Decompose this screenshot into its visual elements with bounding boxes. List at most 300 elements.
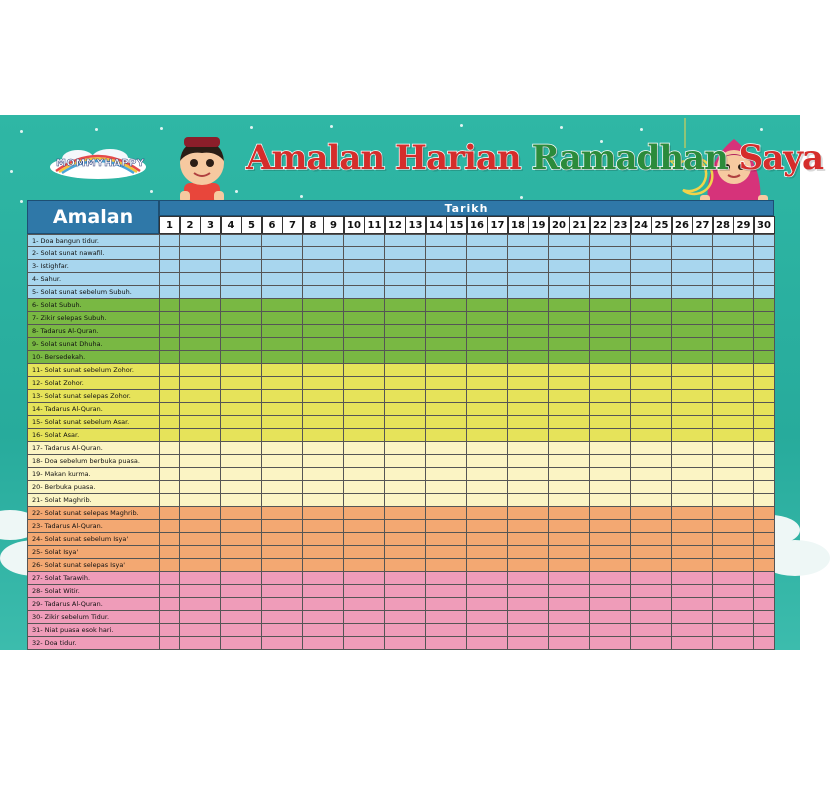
checkbox-cell[interactable] — [610, 247, 631, 260]
checkbox-cell[interactable] — [262, 637, 283, 650]
checkbox-cell[interactable] — [200, 468, 221, 481]
checkbox-cell[interactable] — [549, 481, 570, 494]
checkbox-cell[interactable] — [508, 286, 529, 299]
checkbox-cell[interactable] — [262, 351, 283, 364]
checkbox-cell[interactable] — [692, 494, 713, 507]
checkbox-cell[interactable] — [651, 455, 672, 468]
checkbox-cell[interactable] — [508, 533, 529, 546]
checkbox-cell[interactable] — [323, 429, 344, 442]
checkbox-cell[interactable] — [754, 481, 775, 494]
checkbox-cell[interactable] — [385, 429, 406, 442]
checkbox-cell[interactable] — [713, 416, 734, 429]
checkbox-cell[interactable] — [713, 494, 734, 507]
checkbox-cell[interactable] — [569, 572, 590, 585]
checkbox-cell[interactable] — [713, 585, 734, 598]
checkbox-cell[interactable] — [303, 390, 324, 403]
checkbox-cell[interactable] — [385, 260, 406, 273]
checkbox-cell[interactable] — [159, 286, 180, 299]
checkbox-cell[interactable] — [200, 507, 221, 520]
checkbox-cell[interactable] — [446, 507, 467, 520]
checkbox-cell[interactable] — [344, 624, 365, 637]
checkbox-cell[interactable] — [590, 403, 611, 416]
checkbox-cell[interactable] — [323, 481, 344, 494]
checkbox-cell[interactable] — [713, 520, 734, 533]
checkbox-cell[interactable] — [446, 286, 467, 299]
checkbox-cell[interactable] — [528, 533, 549, 546]
checkbox-cell[interactable] — [672, 429, 693, 442]
checkbox-cell[interactable] — [303, 364, 324, 377]
checkbox-cell[interactable] — [651, 260, 672, 273]
checkbox-cell[interactable] — [487, 559, 508, 572]
checkbox-cell[interactable] — [754, 364, 775, 377]
checkbox-cell[interactable] — [467, 338, 488, 351]
checkbox-cell[interactable] — [467, 598, 488, 611]
checkbox-cell[interactable] — [323, 403, 344, 416]
checkbox-cell[interactable] — [610, 299, 631, 312]
checkbox-cell[interactable] — [241, 559, 262, 572]
checkbox-cell[interactable] — [159, 598, 180, 611]
checkbox-cell[interactable] — [446, 494, 467, 507]
checkbox-cell[interactable] — [631, 377, 652, 390]
checkbox-cell[interactable] — [241, 507, 262, 520]
checkbox-cell[interactable] — [754, 299, 775, 312]
checkbox-cell[interactable] — [200, 416, 221, 429]
checkbox-cell[interactable] — [405, 429, 426, 442]
checkbox-cell[interactable] — [344, 247, 365, 260]
checkbox-cell[interactable] — [569, 507, 590, 520]
checkbox-cell[interactable] — [754, 585, 775, 598]
checkbox-cell[interactable] — [446, 546, 467, 559]
checkbox-cell[interactable] — [733, 507, 754, 520]
checkbox-cell[interactable] — [446, 377, 467, 390]
checkbox-cell[interactable] — [692, 286, 713, 299]
checkbox-cell[interactable] — [159, 377, 180, 390]
checkbox-cell[interactable] — [713, 312, 734, 325]
checkbox-cell[interactable] — [200, 546, 221, 559]
checkbox-cell[interactable] — [508, 455, 529, 468]
checkbox-cell[interactable] — [590, 520, 611, 533]
checkbox-cell[interactable] — [467, 299, 488, 312]
checkbox-cell[interactable] — [200, 260, 221, 273]
checkbox-cell[interactable] — [221, 429, 242, 442]
checkbox-cell[interactable] — [221, 533, 242, 546]
checkbox-cell[interactable] — [651, 286, 672, 299]
checkbox-cell[interactable] — [754, 312, 775, 325]
checkbox-cell[interactable] — [200, 325, 221, 338]
checkbox-cell[interactable] — [528, 416, 549, 429]
checkbox-cell[interactable] — [159, 429, 180, 442]
checkbox-cell[interactable] — [385, 312, 406, 325]
checkbox-cell[interactable] — [344, 637, 365, 650]
checkbox-cell[interactable] — [590, 312, 611, 325]
checkbox-cell[interactable] — [672, 260, 693, 273]
checkbox-cell[interactable] — [426, 637, 447, 650]
checkbox-cell[interactable] — [487, 312, 508, 325]
checkbox-cell[interactable] — [221, 312, 242, 325]
checkbox-cell[interactable] — [549, 624, 570, 637]
checkbox-cell[interactable] — [282, 416, 303, 429]
checkbox-cell[interactable] — [159, 572, 180, 585]
checkbox-cell[interactable] — [180, 390, 201, 403]
checkbox-cell[interactable] — [426, 442, 447, 455]
checkbox-cell[interactable] — [200, 572, 221, 585]
checkbox-cell[interactable] — [180, 468, 201, 481]
checkbox-cell[interactable] — [262, 494, 283, 507]
checkbox-cell[interactable] — [262, 429, 283, 442]
checkbox-cell[interactable] — [508, 637, 529, 650]
checkbox-cell[interactable] — [303, 585, 324, 598]
checkbox-cell[interactable] — [672, 351, 693, 364]
checkbox-cell[interactable] — [221, 507, 242, 520]
checkbox-cell[interactable] — [713, 455, 734, 468]
checkbox-cell[interactable] — [672, 273, 693, 286]
checkbox-cell[interactable] — [385, 546, 406, 559]
checkbox-cell[interactable] — [549, 286, 570, 299]
checkbox-cell[interactable] — [262, 325, 283, 338]
checkbox-cell[interactable] — [344, 585, 365, 598]
checkbox-cell[interactable] — [262, 299, 283, 312]
checkbox-cell[interactable] — [241, 390, 262, 403]
checkbox-cell[interactable] — [569, 377, 590, 390]
checkbox-cell[interactable] — [610, 572, 631, 585]
checkbox-cell[interactable] — [672, 624, 693, 637]
checkbox-cell[interactable] — [528, 325, 549, 338]
checkbox-cell[interactable] — [323, 624, 344, 637]
checkbox-cell[interactable] — [241, 611, 262, 624]
checkbox-cell[interactable] — [385, 390, 406, 403]
checkbox-cell[interactable] — [569, 273, 590, 286]
checkbox-cell[interactable] — [446, 260, 467, 273]
checkbox-cell[interactable] — [241, 416, 262, 429]
checkbox-cell[interactable] — [282, 260, 303, 273]
checkbox-cell[interactable] — [262, 507, 283, 520]
checkbox-cell[interactable] — [323, 247, 344, 260]
checkbox-cell[interactable] — [467, 585, 488, 598]
checkbox-cell[interactable] — [733, 286, 754, 299]
checkbox-cell[interactable] — [241, 455, 262, 468]
checkbox-cell[interactable] — [200, 637, 221, 650]
checkbox-cell[interactable] — [610, 416, 631, 429]
checkbox-cell[interactable] — [426, 299, 447, 312]
checkbox-cell[interactable] — [713, 299, 734, 312]
checkbox-cell[interactable] — [446, 533, 467, 546]
checkbox-cell[interactable] — [426, 507, 447, 520]
checkbox-cell[interactable] — [159, 520, 180, 533]
checkbox-cell[interactable] — [733, 247, 754, 260]
checkbox-cell[interactable] — [241, 637, 262, 650]
checkbox-cell[interactable] — [569, 416, 590, 429]
checkbox-cell[interactable] — [364, 533, 385, 546]
checkbox-cell[interactable] — [672, 546, 693, 559]
checkbox-cell[interactable] — [446, 442, 467, 455]
checkbox-cell[interactable] — [487, 299, 508, 312]
checkbox-cell[interactable] — [405, 559, 426, 572]
checkbox-cell[interactable] — [221, 351, 242, 364]
checkbox-cell[interactable] — [303, 533, 324, 546]
checkbox-cell[interactable] — [159, 260, 180, 273]
checkbox-cell[interactable] — [180, 533, 201, 546]
checkbox-cell[interactable] — [549, 637, 570, 650]
checkbox-cell[interactable] — [754, 598, 775, 611]
checkbox-cell[interactable] — [754, 637, 775, 650]
checkbox-cell[interactable] — [180, 572, 201, 585]
checkbox-cell[interactable] — [549, 364, 570, 377]
checkbox-cell[interactable] — [610, 234, 631, 247]
checkbox-cell[interactable] — [590, 377, 611, 390]
checkbox-cell[interactable] — [487, 260, 508, 273]
checkbox-cell[interactable] — [733, 429, 754, 442]
checkbox-cell[interactable] — [569, 546, 590, 559]
checkbox-cell[interactable] — [528, 299, 549, 312]
checkbox-cell[interactable] — [754, 273, 775, 286]
checkbox-cell[interactable] — [364, 312, 385, 325]
checkbox-cell[interactable] — [405, 234, 426, 247]
checkbox-cell[interactable] — [364, 338, 385, 351]
checkbox-cell[interactable] — [508, 559, 529, 572]
checkbox-cell[interactable] — [323, 455, 344, 468]
checkbox-cell[interactable] — [385, 585, 406, 598]
checkbox-cell[interactable] — [672, 559, 693, 572]
checkbox-cell[interactable] — [713, 364, 734, 377]
checkbox-cell[interactable] — [528, 468, 549, 481]
checkbox-cell[interactable] — [303, 624, 324, 637]
checkbox-cell[interactable] — [426, 273, 447, 286]
checkbox-cell[interactable] — [610, 520, 631, 533]
checkbox-cell[interactable] — [221, 468, 242, 481]
checkbox-cell[interactable] — [610, 481, 631, 494]
checkbox-cell[interactable] — [754, 559, 775, 572]
checkbox-cell[interactable] — [508, 325, 529, 338]
checkbox-cell[interactable] — [221, 299, 242, 312]
checkbox-cell[interactable] — [200, 598, 221, 611]
checkbox-cell[interactable] — [241, 572, 262, 585]
checkbox-cell[interactable] — [282, 429, 303, 442]
checkbox-cell[interactable] — [344, 403, 365, 416]
checkbox-cell[interactable] — [528, 559, 549, 572]
checkbox-cell[interactable] — [426, 585, 447, 598]
checkbox-cell[interactable] — [221, 403, 242, 416]
checkbox-cell[interactable] — [303, 598, 324, 611]
checkbox-cell[interactable] — [405, 442, 426, 455]
checkbox-cell[interactable] — [610, 364, 631, 377]
checkbox-cell[interactable] — [590, 598, 611, 611]
checkbox-cell[interactable] — [528, 364, 549, 377]
checkbox-cell[interactable] — [713, 429, 734, 442]
checkbox-cell[interactable] — [262, 559, 283, 572]
checkbox-cell[interactable] — [323, 572, 344, 585]
checkbox-cell[interactable] — [180, 247, 201, 260]
checkbox-cell[interactable] — [549, 351, 570, 364]
checkbox-cell[interactable] — [590, 585, 611, 598]
checkbox-cell[interactable] — [631, 481, 652, 494]
checkbox-cell[interactable] — [487, 416, 508, 429]
checkbox-cell[interactable] — [200, 273, 221, 286]
checkbox-cell[interactable] — [733, 546, 754, 559]
checkbox-cell[interactable] — [528, 234, 549, 247]
checkbox-cell[interactable] — [692, 338, 713, 351]
checkbox-cell[interactable] — [754, 546, 775, 559]
checkbox-cell[interactable] — [303, 637, 324, 650]
checkbox-cell[interactable] — [426, 611, 447, 624]
checkbox-cell[interactable] — [159, 546, 180, 559]
checkbox-cell[interactable] — [754, 403, 775, 416]
checkbox-cell[interactable] — [651, 234, 672, 247]
checkbox-cell[interactable] — [569, 403, 590, 416]
checkbox-cell[interactable] — [733, 598, 754, 611]
checkbox-cell[interactable] — [303, 468, 324, 481]
checkbox-cell[interactable] — [221, 260, 242, 273]
checkbox-cell[interactable] — [692, 442, 713, 455]
checkbox-cell[interactable] — [631, 416, 652, 429]
checkbox-cell[interactable] — [569, 260, 590, 273]
checkbox-cell[interactable] — [590, 364, 611, 377]
checkbox-cell[interactable] — [467, 325, 488, 338]
checkbox-cell[interactable] — [282, 338, 303, 351]
checkbox-cell[interactable] — [426, 416, 447, 429]
checkbox-cell[interactable] — [344, 286, 365, 299]
checkbox-cell[interactable] — [651, 468, 672, 481]
checkbox-cell[interactable] — [159, 234, 180, 247]
checkbox-cell[interactable] — [467, 247, 488, 260]
checkbox-cell[interactable] — [303, 286, 324, 299]
checkbox-cell[interactable] — [631, 507, 652, 520]
checkbox-cell[interactable] — [344, 520, 365, 533]
checkbox-cell[interactable] — [651, 403, 672, 416]
checkbox-cell[interactable] — [405, 325, 426, 338]
checkbox-cell[interactable] — [180, 286, 201, 299]
checkbox-cell[interactable] — [262, 260, 283, 273]
checkbox-cell[interactable] — [364, 364, 385, 377]
checkbox-cell[interactable] — [180, 429, 201, 442]
checkbox-cell[interactable] — [672, 234, 693, 247]
checkbox-cell[interactable] — [180, 260, 201, 273]
checkbox-cell[interactable] — [159, 624, 180, 637]
checkbox-cell[interactable] — [713, 572, 734, 585]
checkbox-cell[interactable] — [713, 546, 734, 559]
checkbox-cell[interactable] — [549, 585, 570, 598]
checkbox-cell[interactable] — [385, 364, 406, 377]
checkbox-cell[interactable] — [569, 338, 590, 351]
checkbox-cell[interactable] — [385, 468, 406, 481]
checkbox-cell[interactable] — [733, 455, 754, 468]
checkbox-cell[interactable] — [282, 598, 303, 611]
checkbox-cell[interactable] — [221, 234, 242, 247]
checkbox-cell[interactable] — [590, 390, 611, 403]
checkbox-cell[interactable] — [323, 286, 344, 299]
checkbox-cell[interactable] — [508, 429, 529, 442]
checkbox-cell[interactable] — [610, 468, 631, 481]
checkbox-cell[interactable] — [426, 429, 447, 442]
checkbox-cell[interactable] — [446, 559, 467, 572]
checkbox-cell[interactable] — [221, 338, 242, 351]
checkbox-cell[interactable] — [180, 325, 201, 338]
checkbox-cell[interactable] — [262, 520, 283, 533]
checkbox-cell[interactable] — [200, 429, 221, 442]
checkbox-cell[interactable] — [549, 234, 570, 247]
checkbox-cell[interactable] — [364, 403, 385, 416]
checkbox-cell[interactable] — [467, 234, 488, 247]
checkbox-cell[interactable] — [364, 507, 385, 520]
checkbox-cell[interactable] — [323, 390, 344, 403]
checkbox-cell[interactable] — [569, 559, 590, 572]
checkbox-cell[interactable] — [405, 299, 426, 312]
checkbox-cell[interactable] — [713, 286, 734, 299]
checkbox-cell[interactable] — [303, 481, 324, 494]
checkbox-cell[interactable] — [446, 364, 467, 377]
checkbox-cell[interactable] — [385, 299, 406, 312]
checkbox-cell[interactable] — [508, 299, 529, 312]
checkbox-cell[interactable] — [241, 533, 262, 546]
checkbox-cell[interactable] — [344, 429, 365, 442]
checkbox-cell[interactable] — [262, 442, 283, 455]
checkbox-cell[interactable] — [364, 390, 385, 403]
checkbox-cell[interactable] — [713, 260, 734, 273]
checkbox-cell[interactable] — [549, 403, 570, 416]
checkbox-cell[interactable] — [385, 520, 406, 533]
checkbox-cell[interactable] — [692, 598, 713, 611]
checkbox-cell[interactable] — [344, 533, 365, 546]
checkbox-cell[interactable] — [508, 572, 529, 585]
checkbox-cell[interactable] — [754, 234, 775, 247]
checkbox-cell[interactable] — [446, 416, 467, 429]
checkbox-cell[interactable] — [159, 364, 180, 377]
checkbox-cell[interactable] — [590, 299, 611, 312]
checkbox-cell[interactable] — [631, 273, 652, 286]
checkbox-cell[interactable] — [467, 377, 488, 390]
checkbox-cell[interactable] — [754, 325, 775, 338]
checkbox-cell[interactable] — [385, 338, 406, 351]
checkbox-cell[interactable] — [426, 598, 447, 611]
checkbox-cell[interactable] — [631, 637, 652, 650]
checkbox-cell[interactable] — [180, 338, 201, 351]
checkbox-cell[interactable] — [405, 637, 426, 650]
checkbox-cell[interactable] — [344, 234, 365, 247]
checkbox-cell[interactable] — [303, 260, 324, 273]
checkbox-cell[interactable] — [385, 377, 406, 390]
checkbox-cell[interactable] — [221, 572, 242, 585]
checkbox-cell[interactable] — [385, 455, 406, 468]
checkbox-cell[interactable] — [262, 416, 283, 429]
checkbox-cell[interactable] — [364, 429, 385, 442]
checkbox-cell[interactable] — [385, 273, 406, 286]
checkbox-cell[interactable] — [323, 234, 344, 247]
checkbox-cell[interactable] — [610, 455, 631, 468]
checkbox-cell[interactable] — [590, 442, 611, 455]
checkbox-cell[interactable] — [467, 637, 488, 650]
checkbox-cell[interactable] — [672, 286, 693, 299]
checkbox-cell[interactable] — [159, 247, 180, 260]
checkbox-cell[interactable] — [303, 546, 324, 559]
checkbox-cell[interactable] — [344, 377, 365, 390]
checkbox-cell[interactable] — [610, 260, 631, 273]
checkbox-cell[interactable] — [221, 481, 242, 494]
checkbox-cell[interactable] — [508, 338, 529, 351]
checkbox-cell[interactable] — [344, 455, 365, 468]
checkbox-cell[interactable] — [364, 351, 385, 364]
checkbox-cell[interactable] — [262, 338, 283, 351]
checkbox-cell[interactable] — [528, 611, 549, 624]
checkbox-cell[interactable] — [405, 338, 426, 351]
checkbox-cell[interactable] — [610, 598, 631, 611]
checkbox-cell[interactable] — [713, 234, 734, 247]
checkbox-cell[interactable] — [713, 481, 734, 494]
checkbox-cell[interactable] — [733, 520, 754, 533]
checkbox-cell[interactable] — [467, 507, 488, 520]
checkbox-cell[interactable] — [282, 624, 303, 637]
checkbox-cell[interactable] — [262, 468, 283, 481]
checkbox-cell[interactable] — [262, 546, 283, 559]
checkbox-cell[interactable] — [528, 442, 549, 455]
